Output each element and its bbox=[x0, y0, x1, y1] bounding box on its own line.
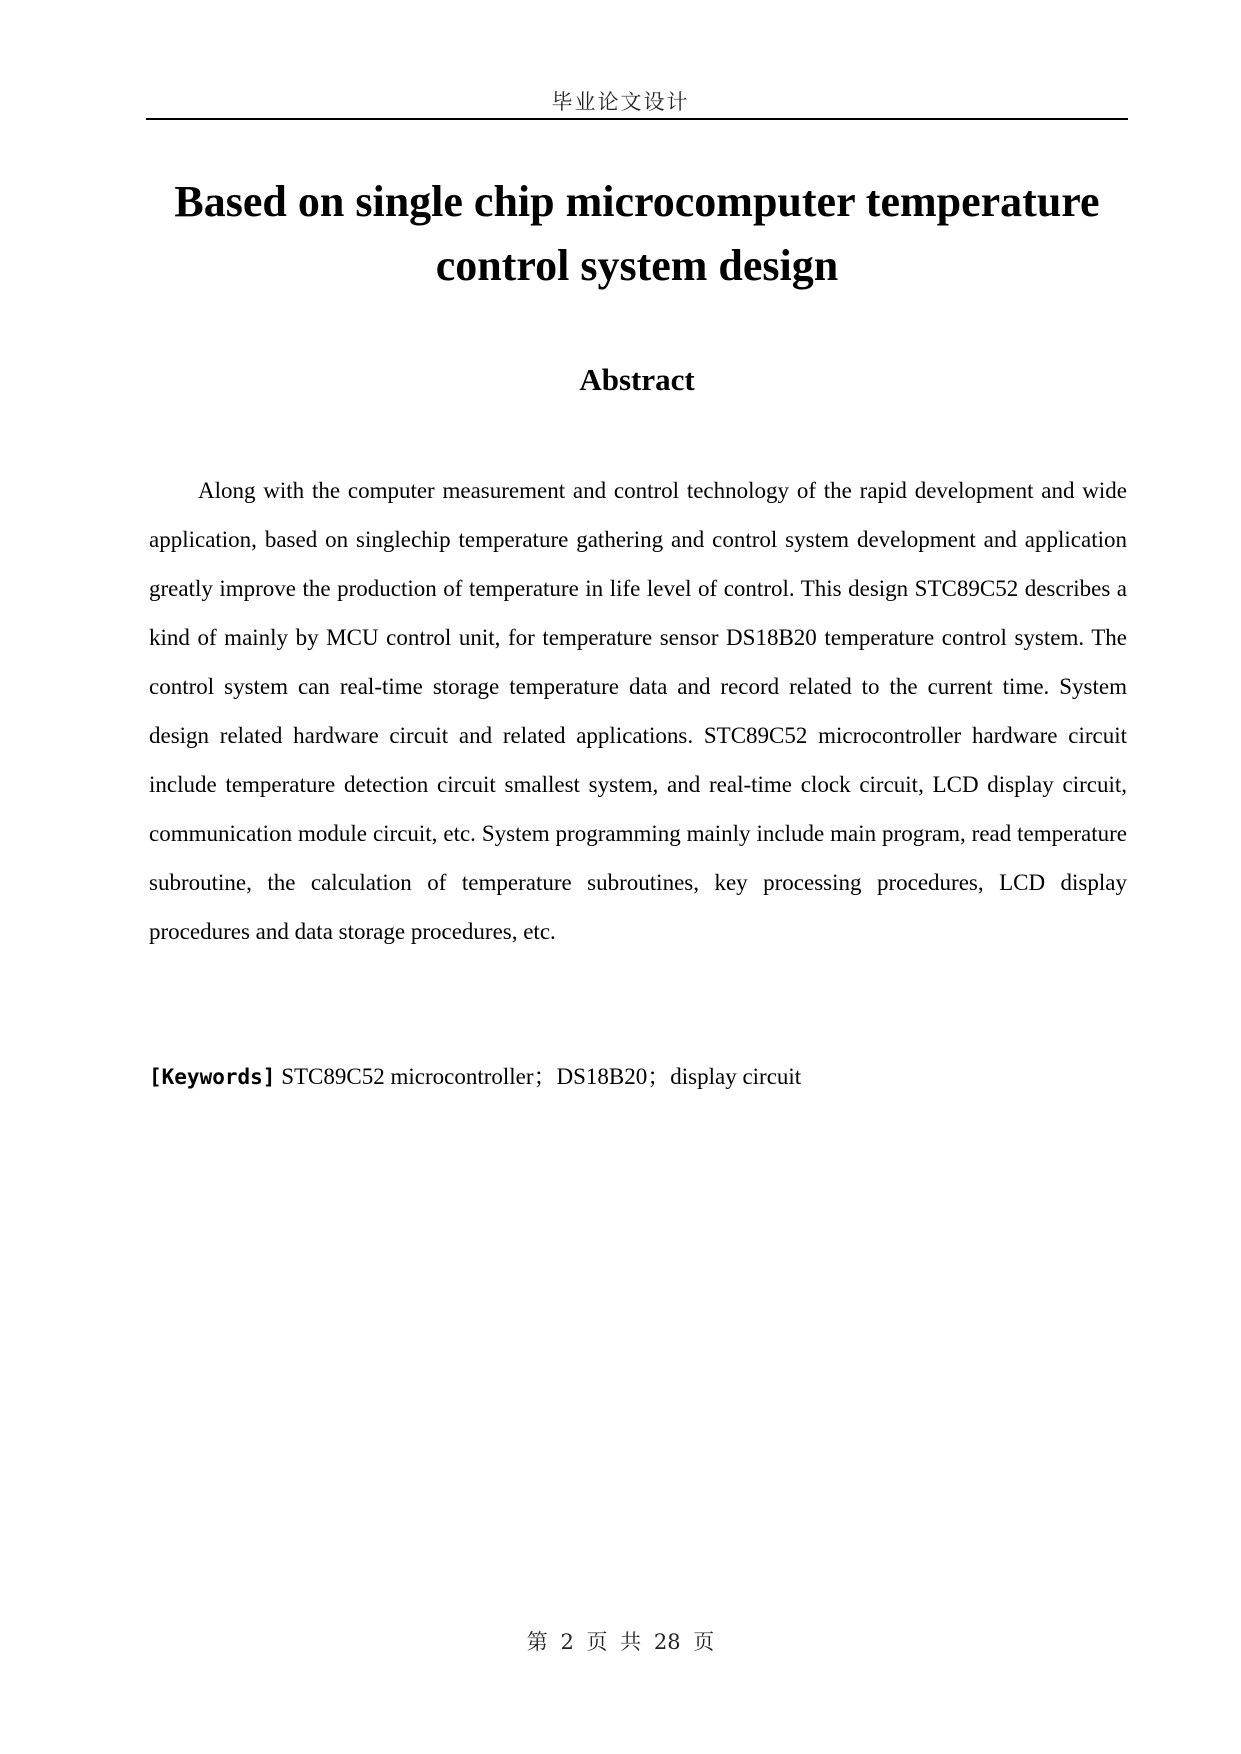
keywords-label: [Keywords] bbox=[149, 1065, 276, 1089]
keywords-text: STC89C52 microcontroller；DS18B20；display circuit bbox=[281, 1064, 802, 1089]
abstract-body: Along with the computer measurement and control technology of the rapid development and wide application, based on singlechip temperature gathering and control system development and application greatly improve the production of temperature in life level of control. This design STC89C52 describes a kind of mainly by MCU control unit, for temperature sensor DS18B20 temperature control system. The control system can real-time storage temperature data and record related to the current time. System design related hardware circuit and related applications. STC89C52 microcontroller hardware circuit include temperature detection circuit smallest system, and real-time clock circuit, LCD display circuit, communication module circuit, etc. System programming mainly include main program, read temperature subroutine, the calculation of temperature subroutines, key processing procedures, LCD display procedures and data storage procedures, etc. bbox=[149, 478, 1127, 944]
header-rule bbox=[146, 118, 1128, 120]
paper-title-line-2: control system design bbox=[435, 241, 839, 290]
keywords-line bbox=[149, 1052, 1127, 1102]
abstract-heading: Abstract bbox=[579, 362, 695, 397]
paper-title bbox=[146, 170, 1128, 298]
running-header: 毕业论文设计 bbox=[551, 90, 690, 114]
paper-title-line-1: Based on single chip microcomputer temperature bbox=[174, 177, 1100, 226]
page-number-footer: 第 2 页 共 28 页 bbox=[526, 1630, 715, 1654]
